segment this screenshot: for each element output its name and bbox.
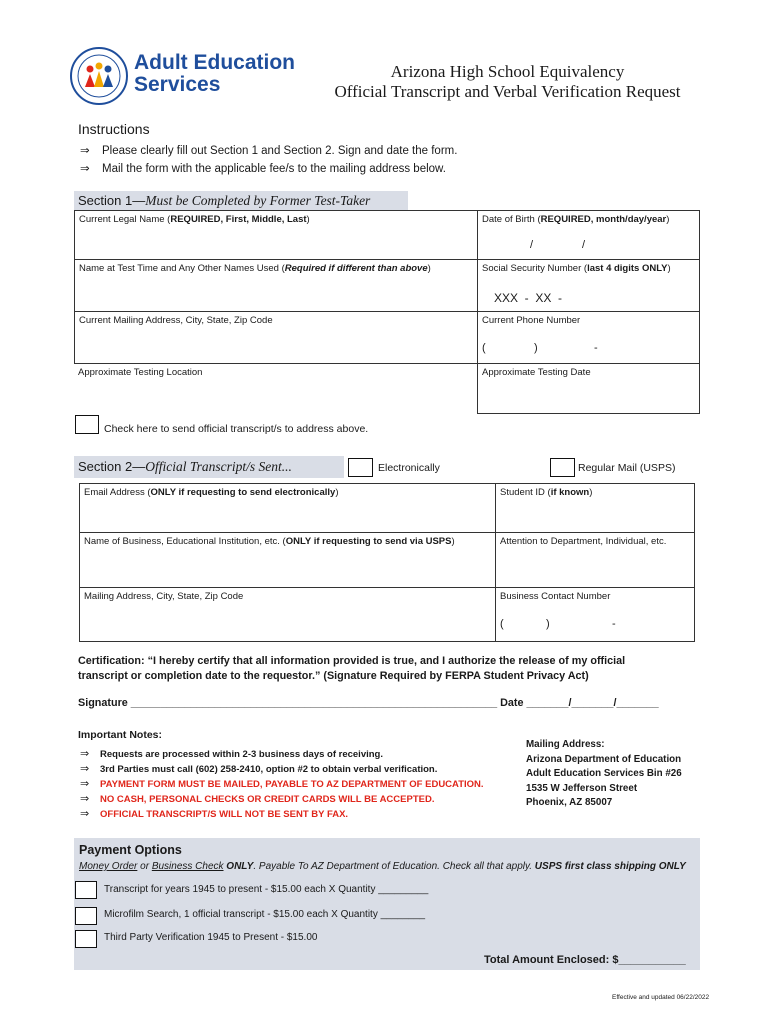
total-amount[interactable]: Total Amount Enclosed: $___________	[484, 954, 686, 966]
arrow-icon: ⇒	[80, 778, 90, 790]
notes-heading: Important Notes:	[78, 729, 162, 741]
note-item	[80, 747, 484, 762]
send-to-address-label: Check here to send official transcript/s to address above.	[104, 423, 369, 435]
note-item	[80, 762, 484, 777]
effective-date: Effective and updated 06/22/2022	[612, 994, 710, 1001]
business-phone-field[interactable]: Business Contact Number ( ) -	[495, 587, 695, 642]
ssn-value: XXX - XX -	[494, 291, 563, 305]
logo-line2: Services	[134, 73, 221, 96]
logo-text	[134, 52, 295, 96]
logo-seal	[70, 47, 128, 105]
mailing-address-block: Mailing Address: Arizona Department of Education Adult Education Services Bin #26 1535 W Jefferson Street Phoenix, AZ 85007	[526, 739, 682, 808]
dob-slash-2: /	[582, 239, 586, 251]
logo-line1: Adult Education	[134, 51, 295, 74]
electronic-label: Electronically	[378, 462, 440, 474]
send-to-address-checkbox[interactable]	[75, 415, 99, 434]
payment-heading: Payment Options	[79, 843, 182, 857]
instruction-item-2: ⇒ Mail the form with the applicable fee/s to the mailing address below.	[80, 163, 446, 175]
phone-field[interactable]: Current Phone Number ( ) -	[477, 311, 700, 364]
arrow-icon: ⇒	[80, 163, 90, 175]
section1-title: Section 1—Must be Completed by Former Test-Taker	[78, 193, 371, 208]
note-text: OFFICIAL TRANSCRIPT/S WILL NOT BE SENT BY FAX.	[100, 809, 349, 820]
note-text: Requests are processed within 2-3 business days of receiving.	[100, 749, 383, 760]
attention-field[interactable]: Attention to Department, Individual, etc.	[495, 532, 695, 588]
email-field[interactable]: Email Address (ONLY if requesting to send electronically)	[79, 483, 496, 533]
student-id-field[interactable]: Student ID (if known)	[495, 483, 695, 533]
certification-text: Certification: “I hereby certify that all information provided is true, and I authorize the release of my official transcript or completion date to the requestor.” (Signature Required by FERPA Student Privacy Act)	[78, 655, 626, 682]
page-title	[300, 62, 715, 102]
arrow-icon: ⇒	[80, 793, 90, 805]
note-item	[80, 807, 484, 822]
ssn-field[interactable]: Social Security Number (last 4 digits ONLY) XXX - XX -	[477, 259, 700, 312]
title-line1: Arizona High School Equivalency	[390, 62, 625, 81]
notes-list	[80, 747, 484, 822]
payment-options-panel	[74, 838, 700, 970]
arrow-icon: ⇒	[80, 808, 90, 820]
testing-location-field[interactable]: Approximate Testing Location	[74, 363, 478, 414]
regular-mail-label: Regular Mail (USPS)	[578, 462, 676, 474]
note-text: NO CASH, PERSONAL CHECKS OR CREDIT CARDS WILL BE ACCEPTED.	[100, 794, 435, 805]
payment-terms: Money Order or Business Check ONLY. Payable To AZ Department of Education. Check all that apply. USPS first class shipping ONLY	[79, 861, 686, 872]
signature-line[interactable]: Signature _____________________________________________________________ Date _______/_______/_______	[78, 697, 659, 709]
section2-title: Section 2—Official Transcript/s Sent...	[78, 459, 292, 474]
microfilm-option-label: Microfilm Search, 1 official transcript - $15.00 each X Quantity ________	[104, 909, 426, 920]
note-text: 3rd Parties must call (602) 258-2410, option #2 to obtain verbal verification.	[100, 764, 438, 775]
legal-name-field[interactable]: Current Legal Name (REQUIRED, First, Middle, Last)	[74, 210, 478, 260]
dob-field[interactable]: Date of Birth (REQUIRED, month/day/year) / /	[477, 210, 700, 260]
instruction-item-1: ⇒ Please clearly fill out Section 1 and Section 2. Sign and date the form.	[80, 145, 458, 157]
business-address-field[interactable]: Mailing Address, City, State, Zip Code	[79, 587, 496, 642]
arrow-icon: ⇒	[80, 748, 90, 760]
note-item	[80, 777, 484, 792]
microfilm-option-checkbox[interactable]	[75, 907, 97, 925]
instructions-heading: Instructions	[78, 121, 150, 137]
regular-mail-checkbox[interactable]	[550, 458, 575, 477]
test-name-field[interactable]: Name at Test Time and Any Other Names Used (Required if different than above)	[74, 259, 478, 312]
transcript-option-label: Transcript for years 1945 to present - $15.00 each X Quantity _________	[104, 884, 429, 895]
dob-slash-1: /	[530, 239, 534, 251]
note-text: PAYMENT FORM MUST BE MAILED, PAYABLE TO AZ DEPARTMENT OF EDUCATION.	[100, 779, 484, 790]
arrow-icon: ⇒	[80, 763, 90, 775]
mailing-heading: Mailing Address:	[526, 739, 605, 750]
note-item	[80, 792, 484, 807]
mailing-address-field[interactable]: Current Mailing Address, City, State, Zip Code	[74, 311, 478, 364]
transcript-option-checkbox[interactable]	[75, 881, 97, 899]
arrow-icon: ⇒	[80, 145, 90, 157]
electronic-checkbox[interactable]	[348, 458, 373, 477]
verification-option-label: Third Party Verification 1945 to Present - $15.00	[104, 932, 318, 943]
verification-option-checkbox[interactable]	[75, 930, 97, 948]
business-name-field[interactable]: Name of Business, Educational Institution, etc. (ONLY if requesting to send via USPS)	[79, 532, 496, 588]
testing-date-field[interactable]: Approximate Testing Date	[477, 363, 700, 414]
title-line2: Official Transcript and Verbal Verification Request	[334, 82, 681, 101]
